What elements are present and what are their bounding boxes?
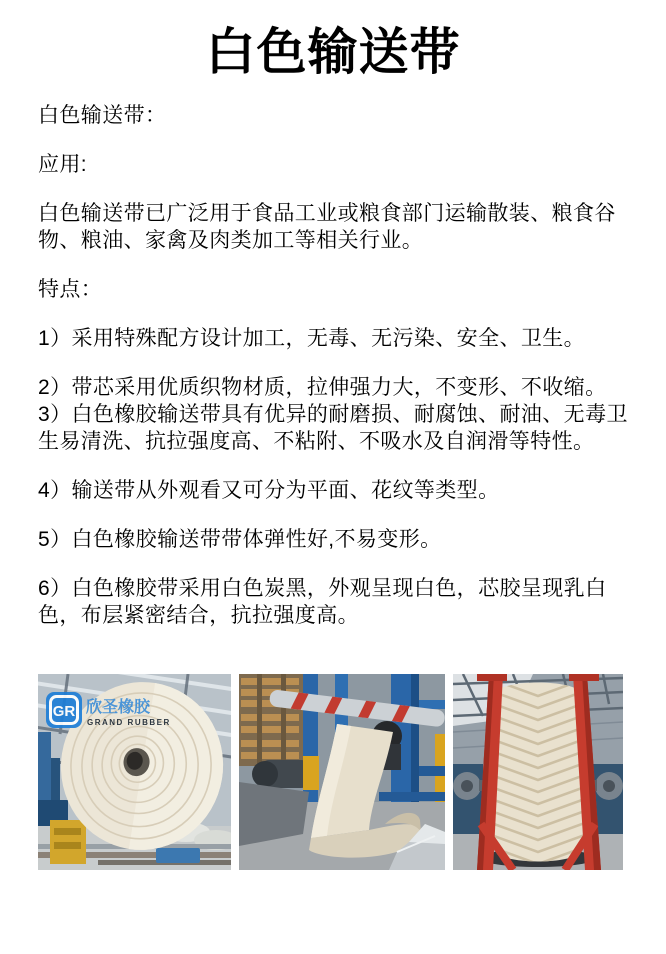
intro-label: 白色输送带： [38, 104, 167, 127]
wooden-pallets [239, 674, 303, 766]
logo-monogram: GR [52, 703, 76, 720]
application-paragraph: 白色输送带已广泛用于食品工业或粮食部门运输散装、粮食谷物、粮油、家禽及肉类加工等相关行业。 [38, 202, 616, 252]
chevron-belt-roll-illustration [453, 674, 623, 870]
feature-item-1: 1）采用特殊配方设计加工，无毒、无污染、安全、卫生。 [38, 327, 586, 350]
belt-production-line-illustration [239, 674, 445, 870]
photo-white-belt-roll [38, 674, 231, 870]
white-belt-roll-illustration [38, 674, 231, 870]
feature-item-6: 6）白色橡胶带采用白色炭黑，外观呈现白色，芯胶呈现乳白色，布层紧密结合，抗拉强度高。 [38, 577, 607, 627]
feature-item-2: 2）带芯采用优质织物材质，拉伸强力大，不变形、不收缩。 [38, 376, 607, 399]
features-label: 特点： [38, 278, 103, 301]
photo-belt-production-line [239, 674, 445, 870]
feature-item-3: 3）白色橡胶输送带具有优异的耐磨损、耐腐蚀、耐油、无毒卫生易清洗、抗拉强度高、不粘附、不吸水及自润滑等特性。 [38, 403, 628, 453]
photo-chevron-belt-roll [453, 674, 623, 870]
logo-brand-en: GRAND RUBBER [87, 718, 171, 727]
logo-brand-cn: 欣圣橡胶 [86, 699, 151, 716]
product-page [0, 24, 666, 870]
application-label: 应用: [38, 153, 88, 176]
feature-item-4: 4）输送带从外观看又可分为平面、花纹等类型。 [38, 479, 500, 502]
page-title: 白色输送带 [205, 24, 461, 80]
product-photos-row [38, 674, 628, 870]
feature-item-5: 5）白色橡胶输送带带体弹性好,不易变形。 [38, 528, 442, 551]
